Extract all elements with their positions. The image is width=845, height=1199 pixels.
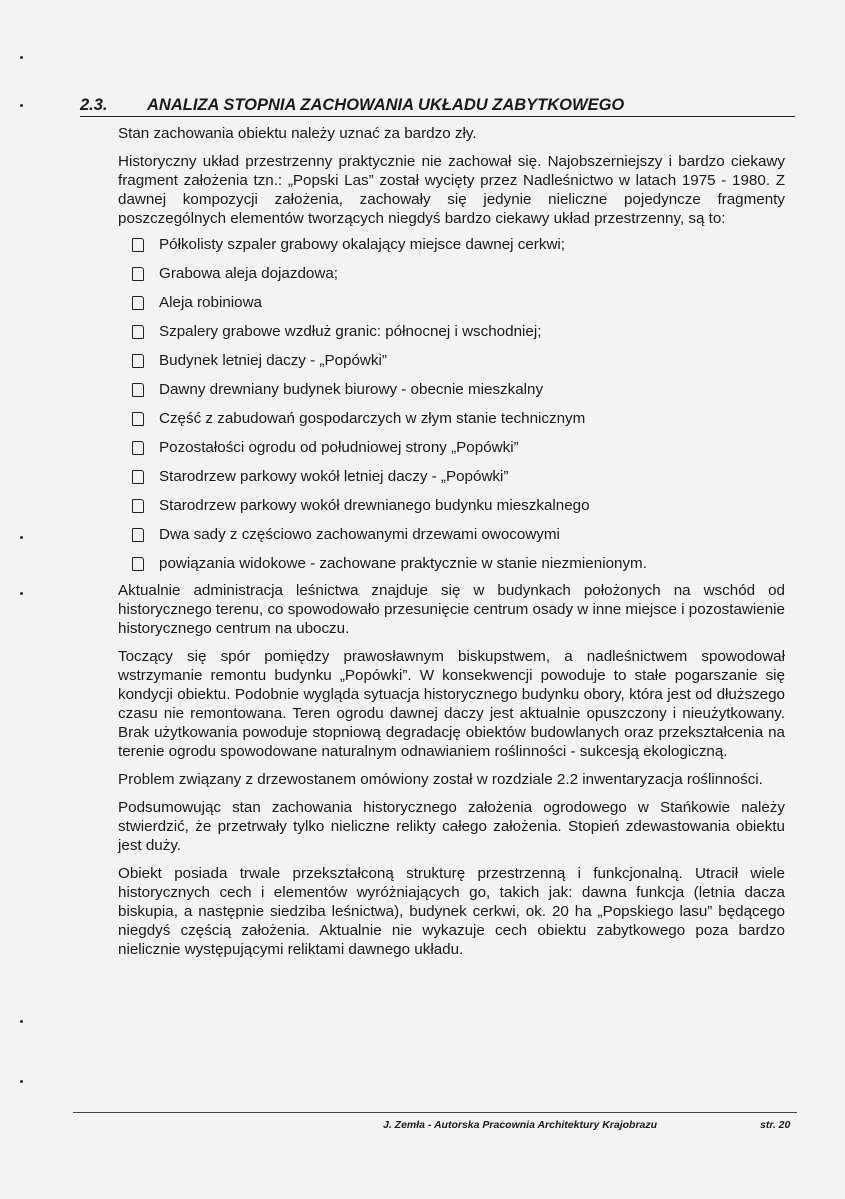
paragraph: Toczący się spór pomiędzy prawosławnym biskupstwem, a nadleśnictwem spowodował wstrzymanie remontu budynku „Popówki”. W konsekwencji powoduje to stałe pogarszanie się kondycji obiektu. Podobnie wygląda sytuacja historycznego budynku obory, która jest od dłuższego czasu nie remontowana. Teren ogrodu dawnej daczy jest aktualnie opuszczony i nieużytkowany. Brak użytkowania powoduje stopniową degradację obiektów budowlanych oraz przekształcenia na terenie ogrodu spowodowane naturalnym odnawianiem roślinności - sukcesją ekologiczną. (118, 648, 785, 760)
checkbox-bullet-icon (132, 528, 144, 542)
list-item: Grabowa aleja dojazdowa; (132, 259, 785, 288)
checkbox-bullet-icon (132, 296, 144, 310)
list-item: Część z zabudowań gospodarczych w złym stanie technicznym (132, 404, 785, 433)
list-item: Pozostałości ogrodu od południowej strony „Popówki” (132, 433, 785, 462)
paragraph: Historyczny układ przestrzenny praktycznie nie zachował się. Najobszerniejszy i bardzo ciekawy fragment założenia tzn.: „Popski Las” został wycięty przez Nadleśnictwo w latach 1975 - 1980. Z dawnej kompozycji założenia, zachowały się jedynie nieliczne pojedyncze fragmenty poszczególnych elementów tworzących niegdyś bardzo ciekawy układ przestrzenny, są to: (118, 153, 785, 227)
checkbox-bullet-icon (132, 441, 144, 455)
section-title: ANALIZA STOPNIA ZACHOWANIA UKŁADU ZABYTKOWEGO (147, 96, 625, 114)
element-list (118, 230, 785, 578)
scan-speck (20, 104, 23, 107)
footer-author: J. Zemła - Autorska Pracownia Architektury Krajobrazu (383, 1119, 658, 1131)
scan-speck (20, 592, 23, 595)
page-number: str. 20 (760, 1119, 791, 1131)
list-item: Starodrzew parkowy wokół letniej daczy - „Popówki” (132, 462, 785, 491)
list-item: Szpalery grabowe wzdłuż granic: północnej i wschodniej; (132, 317, 785, 346)
list-item: Półkolisty szpaler grabowy okalający miejsce dawnej cerkwi; (132, 230, 785, 259)
list-item: Aleja robiniowa (132, 288, 785, 317)
section-heading (80, 96, 795, 117)
section-number: 2.3. (80, 96, 108, 114)
paragraph: Podsumowując stan zachowania historycznego założenia ogrodowego w Stańkowie należy stwierdzić, że przetrwały tylko nieliczne relikty całego założenia. Stopień zdewastowania obiektu jest duży. (118, 799, 785, 854)
checkbox-bullet-icon (132, 557, 144, 571)
body-text (118, 124, 785, 968)
paragraph: Problem związany z drzewostanem omówiony został w rozdziale 2.2 inwentaryzacja roślinności. (118, 771, 763, 788)
list-item: Starodrzew parkowy wokół drewnianego budynku mieszkalnego (132, 491, 785, 520)
checkbox-bullet-icon (132, 267, 144, 281)
checkbox-bullet-icon (132, 325, 144, 339)
checkbox-bullet-icon (132, 470, 144, 484)
checkbox-bullet-icon (132, 354, 144, 368)
list-item: Dawny drewniany budynek biurowy - obecnie mieszkalny (132, 375, 785, 404)
paragraph: Obiekt posiada trwale przekształconą strukturę przestrzenną i funkcjonalną. Utracił wiele historycznych cech i elementów wyróżniających go, takich jak: dawna funkcja (letnia dacza biskupia, a następnie siedziba leśnictwa), budynek cerkwi, ok. 20 ha „Popskiego lasu” będącego niegdyś częścią założenia. Aktualnie nie wykazuje cech obiektu zabytkowego poza bardzo nielicznie występującymi reliktami dawnego układu. (118, 865, 785, 958)
scan-speck (20, 536, 23, 539)
paragraph: Stan zachowania obiektu należy uznać za bardzo zły. (118, 125, 477, 142)
list-item: Dwa sady z częściowo zachowanymi drzewami owocowymi (132, 520, 785, 549)
checkbox-bullet-icon (132, 238, 144, 252)
list-item: Budynek letniej daczy - „Popówki” (132, 346, 785, 375)
checkbox-bullet-icon (132, 383, 144, 397)
footer-divider (73, 1112, 797, 1113)
scan-speck (20, 1080, 23, 1083)
paragraph: Aktualnie administracja leśnictwa znajduje się w budynkach położonych na wschód od historycznego terenu, co spowodowało przesunięcie centrum osady w inne miejsce i pozostawienie historycznego centrum na uboczu. (118, 582, 785, 637)
checkbox-bullet-icon (132, 499, 144, 513)
list-item: powiązania widokowe - zachowane praktycznie w stanie niezmienionym. (132, 549, 785, 578)
checkbox-bullet-icon (132, 412, 144, 426)
scan-speck (20, 1020, 23, 1023)
scan-speck (20, 56, 23, 59)
